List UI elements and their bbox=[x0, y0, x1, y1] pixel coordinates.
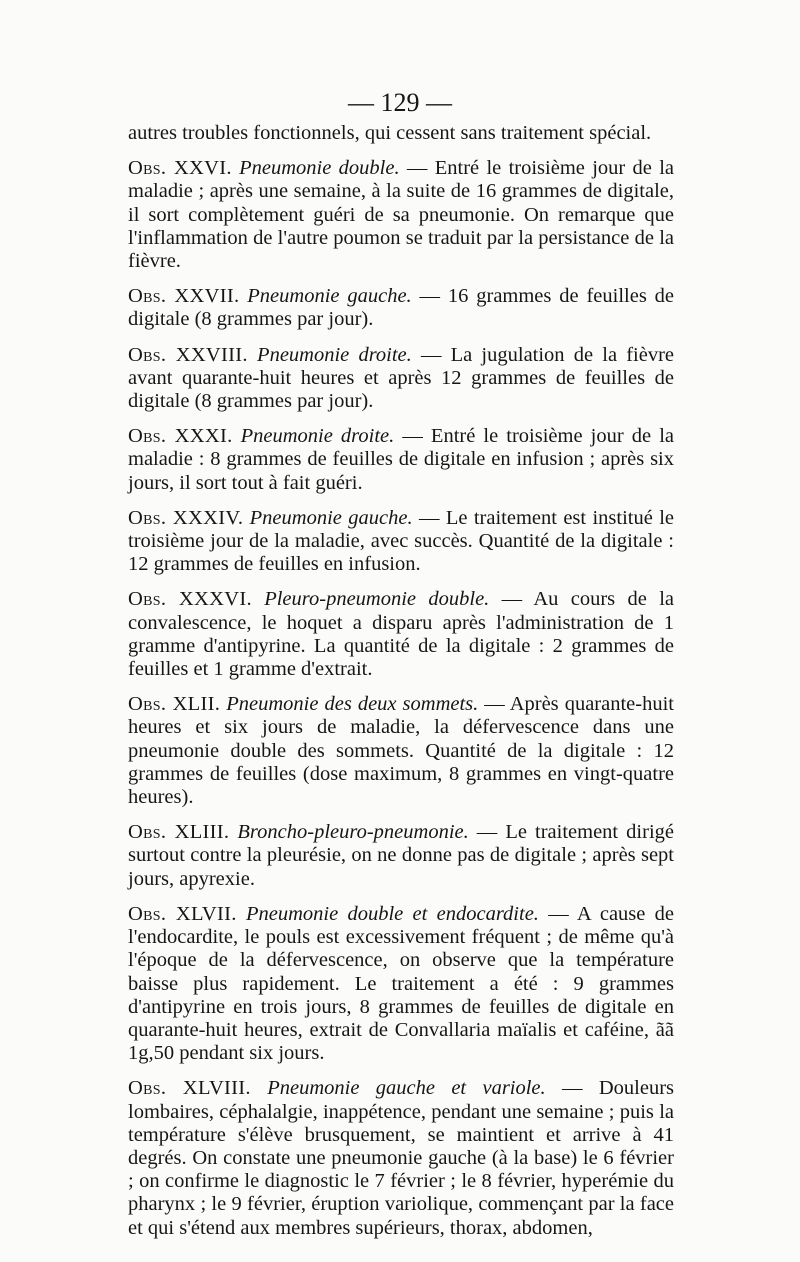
observation-label: Obs. XLII. bbox=[128, 693, 221, 716]
paragraph-obs-xxviii bbox=[128, 344, 674, 414]
observation-label: Obs. XLVIII. bbox=[128, 1077, 251, 1100]
paragraph-intro bbox=[128, 122, 674, 145]
observation-text: — A cause de l'endocardite, le pouls est excessivement fréquent ; de même qu'à l'époque de la défervescence, on observe que la température baisse plus rapidement. Le traitement a été : 9 grammes d'antipyrine en trois jours, 8 grammes de feuilles de digitale en quarante-huit heures, extrait de Convallaria maïalis et caféine, ãã 1g,50 pendant six jours. bbox=[128, 902, 675, 1065]
paragraph-obs-xxxi bbox=[128, 425, 674, 495]
observation-label: Obs. XXVIII. bbox=[128, 343, 248, 366]
observation-text: — La jugulation de la fièvre avant quarante-huit heures et après 12 grammes de feuilles de digitale (8 grammes par jour). bbox=[128, 343, 675, 413]
observation-title: Pneumonie double. bbox=[239, 157, 400, 180]
observation-title: Pneumonie gauche et variole. bbox=[267, 1077, 546, 1100]
observation-label: Obs. XXVI. bbox=[128, 157, 232, 180]
observation-title: Pneumonie double et endocardite. bbox=[245, 902, 539, 925]
paragraph-obs-xlii bbox=[128, 693, 674, 809]
paragraph-obs-xxvi bbox=[128, 157, 674, 273]
observation-label: Obs. XLVII. bbox=[128, 902, 237, 925]
paragraph-text: autres troubles fonctionnels, qui cessent sans traitement spécial. bbox=[128, 122, 652, 144]
observation-title: Pneumonie droite. bbox=[257, 343, 412, 366]
observation-title: Pneumonie gauche. bbox=[249, 506, 413, 529]
observation-title: Pleuro-pneumonie double. bbox=[264, 588, 490, 611]
observation-title: Broncho-pleuro-pneumonie. bbox=[237, 821, 469, 844]
observation-text: — Après quarante-huit heures et six jours de maladie, la défervescence dans une pneumonie double des sommets. Quantité de la digitale : 12 grammes de feuilles (dose maximum, 8 grammes en vingt-quatre heures). bbox=[128, 693, 674, 809]
observation-label: Obs. XXXIV. bbox=[128, 506, 244, 529]
paragraph-obs-xliii bbox=[128, 821, 674, 891]
observation-label: Obs. XXXI. bbox=[128, 425, 233, 448]
observation-text: — 16 grammes de feuilles de digitale (8 grammes par jour). bbox=[128, 285, 674, 331]
observation-label: Obs. XXXVI. bbox=[128, 588, 252, 611]
observation-text: — Entré le troisième jour de la maladie : 8 grammes de feuilles de digitale en infusion ; après six jours, il sort tout à fait guéri. bbox=[128, 425, 675, 494]
body-text bbox=[128, 122, 674, 1252]
observation-text: — Le traitement est institué le troisième jour de la maladie, avec succès. Quantité de la digitale : 12 grammes de feuilles en infusion. bbox=[128, 506, 674, 576]
observation-title: Pneumonie droite. bbox=[240, 425, 395, 448]
observation-title: Pneumonie gauche. bbox=[247, 285, 412, 308]
observation-label: Obs. XLIII. bbox=[128, 821, 230, 844]
observation-text: — Entré le troisième jour de la maladie ; après une semaine, à la suite de 16 grammes de digitale, il sort complètement guéri de sa pneumonie. On remarque que l'inflammation de l'autre poumon se traduit par la persistance de la fièvre. bbox=[128, 157, 675, 273]
observation-label: Obs. XXVII. bbox=[128, 285, 240, 308]
observation-title: Pneumonie des deux sommets. bbox=[226, 693, 479, 716]
paragraph-obs-xlvii bbox=[128, 903, 674, 1065]
paragraph-obs-xlviii bbox=[128, 1077, 674, 1239]
paragraph-obs-xxxvi bbox=[128, 588, 674, 681]
paragraph-obs-xxxiv bbox=[128, 507, 674, 577]
observation-text: — Le traitement dirigé surtout contre la pleurésie, on ne donne pas de digitale ; après sept jours, apyrexie. bbox=[128, 821, 674, 890]
page-number: — 129 — bbox=[348, 88, 452, 117]
observation-text: — Douleurs lombaires, céphalalgie, inappétence, pendant une semaine ; puis la température s'élève brusquement, se maintient et arrive à 41 degrés. On constate une pneumonie gauche (à la base) le 6 février ; on confirme le diagnostic le 7 février ; le 8 février, hyperémie du pharynx ; le 9 février, éruption variolique, commençant par la face et qui s'étend aux membres supérieurs, thorax, abdomen, bbox=[128, 1077, 675, 1239]
paragraph-obs-xxvii bbox=[128, 285, 674, 331]
observation-text: — Au cours de la convalescence, le hoquet a disparu après l'administration de 1 gramme d'antipyrine. La quantité de la digitale : 2 grammes de feuilles et 1 gramme d'extrait. bbox=[128, 588, 674, 681]
